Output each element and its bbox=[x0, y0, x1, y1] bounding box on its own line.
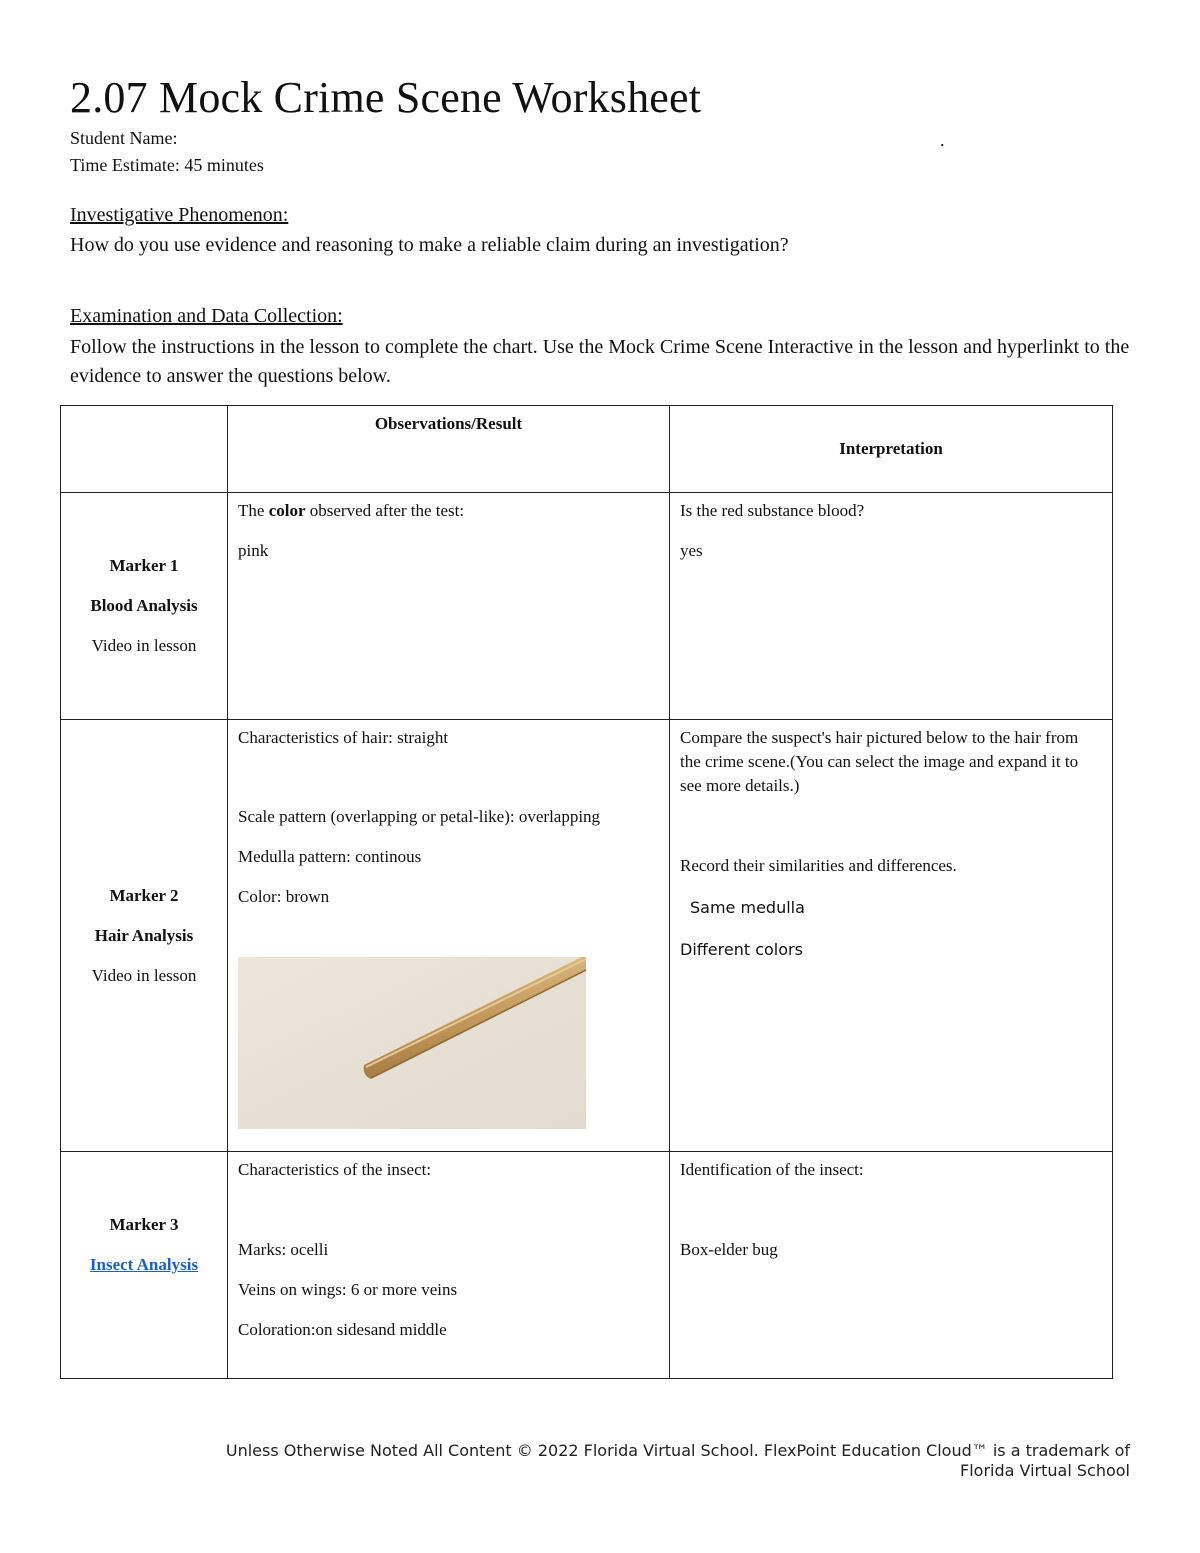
marker2-name: Marker 2 bbox=[109, 885, 179, 905]
hair-sample-image[interactable] bbox=[238, 957, 586, 1129]
marker2-obs-characteristics: Characteristics of hair: straight bbox=[238, 728, 449, 747]
marker3-obs-coloration: Coloration:on sidesand middle bbox=[238, 1320, 447, 1339]
marker2-row bbox=[61, 720, 1113, 1152]
marker3-interpretation bbox=[670, 1152, 1113, 1379]
marker1-label-cell bbox=[61, 493, 228, 720]
marker1-obs-question: The color observed after the test: bbox=[238, 501, 465, 520]
marker2-obs-color: Color: brown bbox=[238, 887, 330, 906]
marker2-obs-medulla: Medulla pattern: continous bbox=[238, 847, 422, 866]
marker3-label-cell bbox=[61, 1152, 228, 1379]
marker2-label-cell bbox=[61, 720, 228, 1152]
marker2-interpretation bbox=[670, 720, 1113, 1152]
marker1-observations bbox=[228, 493, 670, 720]
marker2-int-record: Record their similarities and differences. bbox=[680, 856, 957, 875]
table-header-row bbox=[61, 406, 1113, 493]
header-observations: Observations/Result bbox=[228, 406, 670, 493]
marker3-name: Marker 3 bbox=[109, 1215, 179, 1234]
marker3-int-answer: Box-elder bug bbox=[680, 1240, 778, 1259]
investigative-heading: Investigative Phenomenon: bbox=[70, 204, 289, 226]
insect-analysis-link[interactable]: Insect Analysis bbox=[89, 1255, 199, 1274]
header-empty-cell bbox=[61, 406, 228, 493]
marker1-interpretation bbox=[670, 493, 1113, 720]
marker3-int-question: Identification of the insect: bbox=[680, 1160, 864, 1179]
marker1-row bbox=[61, 493, 1113, 720]
student-name-label: Student Name: bbox=[70, 128, 178, 148]
marker1-obs-answer: pink bbox=[238, 541, 269, 560]
marker3-obs-marks: Marks: ocelli bbox=[238, 1240, 329, 1259]
marker2-analysis: Hair Analysis bbox=[94, 925, 194, 945]
marker3-observations bbox=[228, 1152, 670, 1379]
footer-line1: Unless Otherwise Noted All Content © 2022 Florida Virtual School. FlexPoint Education Cloud™ is a trademark of bbox=[225, 1441, 1130, 1460]
marker1-analysis: Blood Analysis bbox=[90, 596, 198, 615]
marker2-int-answer2: Different colors bbox=[680, 940, 803, 959]
marker3-row bbox=[61, 1152, 1113, 1379]
marker1-name: Marker 1 bbox=[109, 556, 179, 575]
trailing-dot: . bbox=[940, 130, 945, 150]
marker1-int-answer: yes bbox=[680, 541, 703, 560]
marker3-obs-characteristics: Characteristics of the insect: bbox=[238, 1160, 432, 1179]
data-collection-table bbox=[60, 405, 1113, 1379]
marker2-observations bbox=[228, 720, 670, 1152]
marker2-int-compare: Compare the suspect's hair pictured below to the hair from the crime scene.(You can select the image and expand it to see more details.) bbox=[680, 728, 1079, 795]
header-interpretation: Interpretation bbox=[670, 406, 1113, 493]
footer-line2: Florida Virtual School bbox=[960, 1461, 1130, 1480]
marker2-source: Video in lesson bbox=[91, 965, 197, 985]
marker2-obs-scale: Scale pattern (overlapping or petal-like): overlapping bbox=[238, 807, 601, 826]
marker1-source: Video in lesson bbox=[91, 636, 197, 655]
time-estimate: Time Estimate: 45 minutes bbox=[70, 155, 264, 175]
copyright-footer bbox=[120, 1441, 1130, 1481]
examination-heading: Examination and Data Collection: bbox=[70, 305, 343, 327]
page-title: 2.07 Mock Crime Scene Worksheet bbox=[70, 73, 702, 122]
investigative-question: How do you use evidence and reasoning to make a reliable claim during an investigation? bbox=[70, 234, 789, 256]
marker1-int-question: Is the red substance blood? bbox=[680, 501, 865, 520]
examination-instructions: Follow the instructions in the lesson to complete the chart. Use the Mock Crime Scene Interactive in the lesson and hyperlinkt to the evidence to answer the questions below. bbox=[70, 336, 1130, 387]
marker3-obs-veins: Veins on wings: 6 or more veins bbox=[238, 1280, 458, 1299]
marker3-spacer bbox=[61, 1285, 227, 1325]
marker2-int-answer1: Same medulla bbox=[690, 898, 805, 917]
